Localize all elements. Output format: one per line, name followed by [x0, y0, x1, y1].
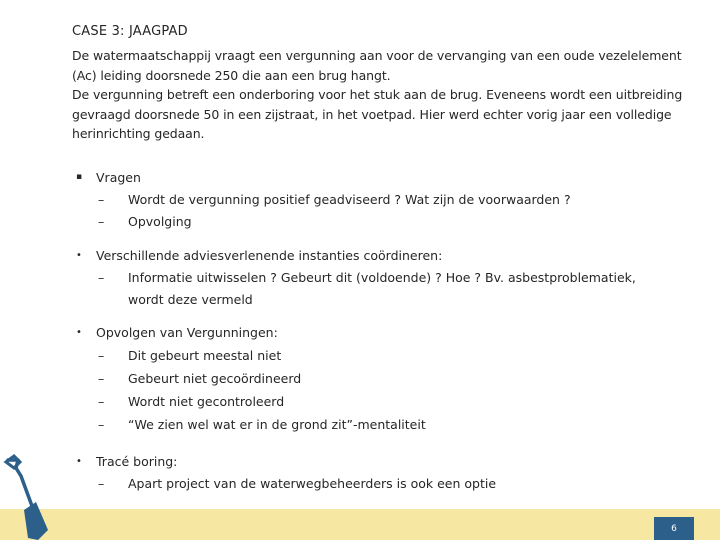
bullet-text: Opvolgen van Vergunningen:: [96, 325, 278, 340]
intro-line: De vergunning betreft een onderboring voor het stuk aan de brug. Eveneens wordt een uitbreiding: [72, 87, 683, 102]
sub-text: Informatie uitwisselen ? Gebeurt dit (voldoende) ? Hoe ? Bv. asbestproblematiek,: [128, 270, 636, 285]
sub-dash: –: [98, 214, 105, 229]
slide-title: CASE 3: JAAGPAD: [72, 24, 188, 39]
sub-dash: –: [98, 417, 105, 432]
sub-continuation: wordt deze vermeld: [128, 292, 253, 307]
sub-text: “We zien wel wat er in de grond zit”-mentaliteit: [128, 417, 426, 432]
sub-text: Opvolging: [128, 214, 192, 229]
sub-text: Apart project van de waterwegbeheerders is ook een optie: [128, 476, 497, 491]
bullet-marker: •: [76, 456, 82, 467]
footer-band: [0, 509, 720, 540]
bullet-marker: •: [76, 327, 82, 338]
sub-item: [98, 472, 496, 495]
sub-text: Wordt de vergunning positief geadviseerd ? Wat zijn de voorwaarden ?: [128, 192, 571, 207]
sub-dash: –: [98, 476, 105, 491]
intro-line: herinrichting gedaan.: [72, 126, 205, 141]
sub-dash: –: [98, 348, 105, 363]
sub-item: [98, 210, 192, 233]
bullet-marker: ▪: [75, 172, 83, 182]
sub-item: [98, 413, 426, 436]
sub-dash: –: [98, 394, 105, 409]
bullet-text: Verschillende adviesverlenende instanties coördineren:: [96, 248, 443, 263]
sub-item: [98, 367, 301, 390]
intro-paragraph: [72, 46, 712, 144]
sub-dash: –: [98, 192, 105, 207]
sub-dash: –: [98, 270, 105, 285]
bullet-marker: •: [76, 250, 82, 261]
page-number: 6: [654, 517, 694, 540]
sub-text: Gebeurt niet gecoördineerd: [128, 371, 302, 386]
sub-dash: –: [98, 371, 105, 386]
sub-text: Dit gebeurt meestal niet: [128, 348, 282, 363]
sub-item: [98, 266, 636, 289]
sub-item: [98, 390, 284, 413]
spade-icon: [2, 454, 48, 540]
sub-text: Wordt niet gecontroleerd: [128, 394, 285, 409]
sub-item: [98, 344, 281, 367]
sub-item: [98, 188, 571, 211]
bullet-text: Vragen: [96, 170, 141, 185]
intro-line: gevraagd doorsnede 50 in een zijstraat, in het voetpad. Hier werd echter vorig jaar een volledige: [72, 106, 672, 122]
intro-line: De watermaatschappij vraagt een vergunning aan voor de vervanging van een oude vezelelement: [72, 48, 682, 63]
bullet-text: Tracé boring:: [96, 454, 178, 469]
intro-line: (Ac) leiding doorsnede 250 die aan een brug hangt.: [72, 67, 391, 83]
